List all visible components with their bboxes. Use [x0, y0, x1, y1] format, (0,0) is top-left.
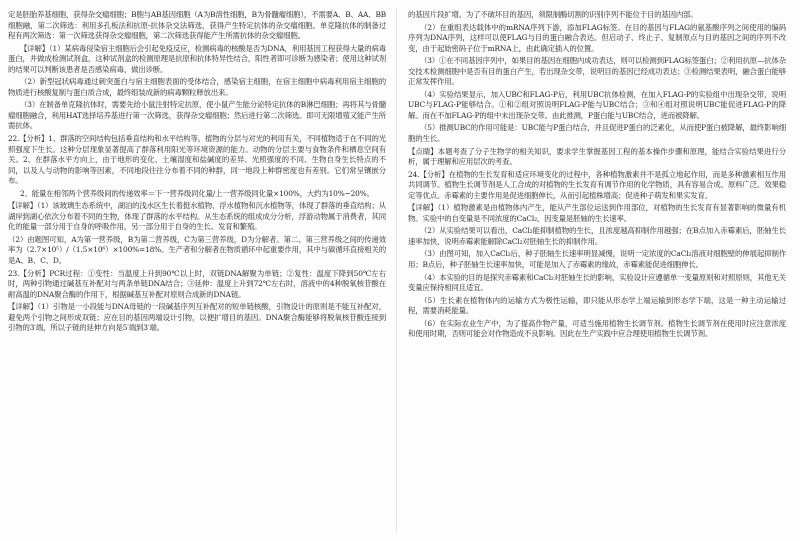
paragraph: 2、能量在相邻两个营养级间的传递效率＝下一营养级同化量/上一营养级同化量×100%，大约为10%~20%。 [20, 188, 374, 198]
paragraph: （3）①在不同基因序列中，如果目的基因在细胞内成功表达，则可以检测到FLAG标签蛋白；②利用抗原—抗体杂交技术检测细胞中是否有目的蛋白产生，若出现杂交带，说明目的基因已经成功表达；③检测结果表明，融合蛋白能够正常发挥作用。 [408, 56, 786, 87]
paragraph: （5）推测UBC的作用可能是：UBC能与P蛋白结合，并且促进P蛋白的泛素化，从而使P蛋白被降解，最终影响细胞的生长。 [408, 123, 786, 144]
paragraph: 【点睛】本题考查了分子生物学的相关知识，要求学生掌握基因工程的基本操作步骤和原理，能结合实验结果进行分析，属于理解和应用层次的考查。 [408, 146, 786, 167]
paragraph: （6）在实际农业生产中，为了提高作物产量，可适当施用植物生长调节剂。植物生长调节剂在使用时应注意浓度和使用时期，否则可能会对作物造成不良影响。因此在生产实践中应合理使用植物生长调节剂。 [408, 318, 786, 339]
paragraph: 22.【分析】1、群落的空间结构包括垂直结构和水平结构等。植物的分层与对光的利用有关，不同植物适于在不同的光照强度下生长。这种分层现象显著提高了群落利用阳光等环境资源的能力。动物的分层主要与食物条件和栖息空间有关。2、在群落水平方向上，由于地形的变化、土壤湿度和盐碱度的差异、光照强度的不同、生物自身生长特点的不同，以及人与动物的影响等因素，不同地段往往分布着不同的种群，同一地段上种群密度也有差别。它们常呈镶嵌分布。 [8, 134, 386, 186]
paragraph: 定是胚胎养基细胞，获得杂交瘤细胞；B胞与AB基因细胞（A为B溶性细胞，B为骨髓瘤细胞），不需要A、B、AA、BB细胞融，第二次筛选：利用多孔板法和抗原-抗体杂交法筛选，获得产生特定抗体的杂交瘤细胞。单克隆抗体的制备过程有两次筛选：第一次筛选获得杂交瘤细胞，第二次筛选获得能产生所需抗体的杂交瘤细胞。 [8, 10, 386, 41]
paragraph: 的基因片段扩增。为了不破坏目的基因，须限制酶切割的识别序列不能位于目的基因内部。 [408, 10, 698, 19]
paragraph: （2）从实验结果可以看出，CaCl₂能抑制植物的生长，且浓度越高抑制作用越强；在B点加入赤霉素后，胚轴生长速率加快，说明赤霉素能解除CaCl₂对胚轴生长的抑制作用。 [408, 226, 786, 246]
paragraph: （4）本实验的目的是探究赤霉素和CaCl₂对胚轴生长的影响，实验设计应遵循单一变量原则和对照原则，其他无关变量应保持相同且适宜。 [408, 272, 786, 293]
paragraph: （2）新型冠状病毒通过刺突蛋白与宿主细胞表面的受体结合，感染宿主细胞，在宿主细胞中病毒利用宿主细胞的物质进行核酸复制与蛋白质合成，最终组装成新的病毒颗粒释放出来。 [8, 77, 386, 97]
right-column [408, 10, 786, 534]
paragraph: （3）由图可知，加入CaCl₂后，种子胚轴生长速率明显减慢，说明一定浓度的CaCl₂溶液对细胞壁的伸展起抑制作用；B点后，种子胚轴生长速率加快，可能是加入了赤霉素的缘故，赤霉素能促进细胞伸长。 [408, 249, 786, 270]
paragraph: （2）由题图可知，A为第一营养级，B为第二营养级，C为第三营养级，D为分解者。第二、第三营养级之间的传递效率为（2.7×10⁵）/（1.5×10⁶）×100%=18%。生产者和分解者在物质循环中起重要作用，其中与碳循环直接相关的是A、B、C、D。 [8, 234, 386, 266]
paragraph: 【详解】（1）植物激素是由植物体内产生，能从产生部位运送到作用部位，对植物的生长发育有显著影响的微量有机物。实验中的自变量是不同浓度的CaCl₂，因变量是胚轴的生长速率。 [408, 203, 786, 223]
paragraph: 【详解】（1）该玻璃生态系统中，湖泊的浅水区生长着挺水植物、浮水植物和沉水植物等，体现了群落的垂直结构；从湖岸到湖心依次分布着不同的生物，体现了群落的水平结构。从生态系统的组成成分分析，浮游动物属于消费者，其同化的能量一部分用于自身的呼吸作用，另一部分用于自身的生长、发育和繁殖。 [8, 201, 386, 232]
paragraph: 24.【分析】在植物的生长发育和适应环境变化的过程中，各种植物激素并不是孤立地起作用，而是多种激素相互作用共同调节。植物生长调节剂是人工合成的对植物的生长发育有调节作用的化学物质，具有容易合成、原料广泛、效果稳定等优点。赤霉素的主要作用是促进细胞伸长，从而引起植株增高；促进种子萌发和果实发育。 [408, 169, 786, 200]
paragraph: （5）生长素在植物体内的运输方式为极性运输，即只能从形态学上端运输到形态学下端，这是一种主动运输过程，需要消耗能量。 [408, 295, 786, 316]
paragraph: 【详解】（1）某病毒侵染宿主细胞后会引起免疫反应，检测病毒的核酸是否为DNA，利用基因工程获得大量的病毒蛋白，并做成检测试剂盒，这种试剂盒的检测原理是抗原和抗体特异性结合，阳性者即可诊断为感染者；使用这种试剂的结果可以判断该患者是否感染病毒，做出诊断。 [8, 43, 386, 74]
paragraph: （4）实验结果显示，加入UBC和FLAG-P后，利用UBC抗体检测，在加入FLAG-P的实验组中出现杂交带，说明UBC与FLAG-P能够结合。①和②组对照说明FLAG-P能与UBC结合；③和④组对照说明UBC能促进FLAG-P的降解。而在不加FLAG-P的组中未出现杂交带。由此推测，P蛋白能与UBC结合，进而被降解。 [408, 89, 786, 120]
paragraph: 23.【分析】PCR过程：①变性：当温度上升到90℃以上时，双链DNA解聚为单链；②复性：温度下降到50℃左右时，两种引物通过碱基互补配对与两条单链DNA结合；③延伸：温度上升到72℃左右时，溶液中的4种脱氧核苷酸在耐高温的DNA聚合酶的作用下，根据碱基互补配对原则合成新的DNA链。 [8, 268, 386, 299]
paragraph: （3）在制备单克隆抗体时，需要先给小鼠注射特定抗原，使小鼠产生能分泌特定抗体的B淋巴细胞；再将其与骨髓瘤细胞融合，利用HAT选择培养基进行第一次筛选，获得杂交瘤细胞；然后进行第二次筛选。即可无限增殖又能产生所需抗体。 [8, 100, 386, 131]
column-divider [396, 8, 397, 533]
paragraph: （2）在重组表达载体中的mRNA序列下游，添加FLAG标签。在目的基因与FLAG的氨基酸序列之间使用的编码序列为DNA序列，这样可以使FLAG与目的蛋白融合表达。但启动子、终止子、复制原点与目的基因之间的序列不改变，由于起始密码子位于mRNA上，由此确定插入的位置。 [408, 22, 786, 53]
left-column [8, 10, 386, 534]
paragraph: 【详解】（1）引物是一小段能与DNA母链的一段碱基序列互补配对的短单链核酸，引物设计的原则是不能互补配对，避免两个引物之间形成双链；应在目的基因两端设计引物，以便扩增目的基因。DNA聚合酶能够将脱氧核苷酸连接到引物的3′端，所以子链的延伸方向是5′端到3′端。 [8, 302, 386, 333]
